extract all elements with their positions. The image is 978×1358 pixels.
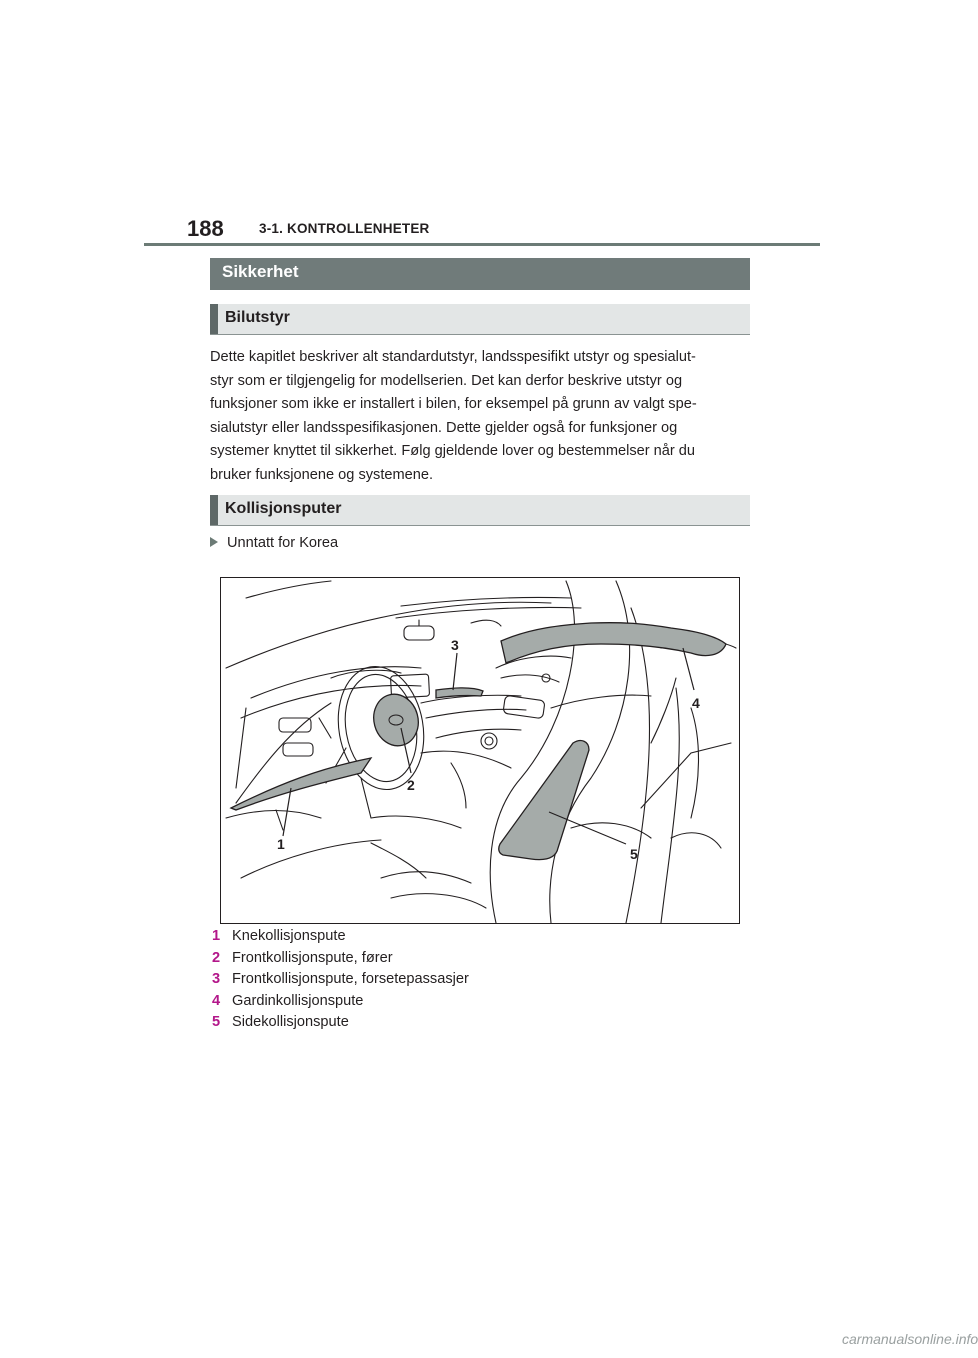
- legend-label: Sidekollisjonspute: [232, 1014, 349, 1030]
- subheading-bar: [210, 304, 218, 334]
- subheading-kollisjonsputer: [210, 495, 750, 526]
- legend-number: 5: [212, 1014, 221, 1030]
- main-heading-text: Sikkerhet: [222, 262, 299, 281]
- header-divider: [144, 243, 820, 246]
- subheading-bar: [210, 495, 218, 525]
- side-airbag-shape: [499, 741, 589, 860]
- legend-item: [212, 991, 469, 1013]
- bullet-text: Unntatt for Korea: [227, 535, 339, 551]
- legend-item: [212, 969, 469, 991]
- paragraph-line: styr som er tilgjengelig for modellserien. Det kan derfor beskrive utstyr og: [210, 372, 683, 389]
- subheading-text: Bilutstyr: [225, 309, 290, 326]
- airbag-illustration: [220, 577, 740, 924]
- page-number: 188: [187, 216, 224, 241]
- paragraph-line: Dette kapitlet beskriver alt standardutstyr, landsspesifikt utstyr og spesialut-: [210, 349, 696, 365]
- legend-item: [212, 948, 469, 970]
- legend-label: Frontkollisjonspute, forsetepassasjer: [232, 971, 469, 987]
- subheading-bilutstyr: [210, 304, 750, 335]
- legend-list: [212, 926, 469, 1034]
- legend-number: 4: [212, 992, 221, 1009]
- knee-airbag-shape: [231, 758, 371, 810]
- car-interior-drawing: [221, 578, 741, 925]
- legend-number: 2: [212, 949, 221, 966]
- bullet-item: [210, 535, 338, 551]
- legend-label: Gardinkollisjonspute: [232, 992, 364, 1009]
- triangle-bullet-icon: [210, 537, 218, 547]
- callout-2: 2: [407, 777, 415, 793]
- callout-leaders: [283, 648, 694, 844]
- legend-label: Frontkollisjonspute, fører: [232, 949, 393, 966]
- legend-number: 3: [212, 971, 221, 987]
- callout-5: 5: [630, 846, 638, 862]
- callout-3: 3: [451, 637, 459, 653]
- section-title: 3-1. KONTROLLENHETER: [259, 221, 430, 236]
- paragraph-line: sialutstyr eller landsspesifikasjonen. Dette gjelder også for funksjoner og: [210, 419, 678, 436]
- callout-4: 4: [692, 695, 700, 711]
- legend-number: 1: [212, 928, 221, 944]
- intro-paragraph: [210, 346, 755, 488]
- legend-item: [212, 1012, 469, 1034]
- watermark: carmanualsonline.info: [842, 1331, 978, 1347]
- legend-item: [212, 926, 469, 948]
- paragraph-line: funksjoner som ikke er installert i bilen, for eksempel på grunn av valgt spe-: [210, 396, 697, 413]
- legend-label: Knekollisjonspute: [232, 928, 346, 944]
- paragraph-line: systemer knyttet til sikkerhet. Følg gjeldende lover og bestemmelser når du: [210, 443, 696, 460]
- subheading-text: Kollisjonsputer: [225, 500, 342, 517]
- callout-1: 1: [277, 836, 285, 852]
- paragraph-line: bruker funksjonene og systemene.: [210, 466, 434, 483]
- main-heading: [210, 258, 750, 290]
